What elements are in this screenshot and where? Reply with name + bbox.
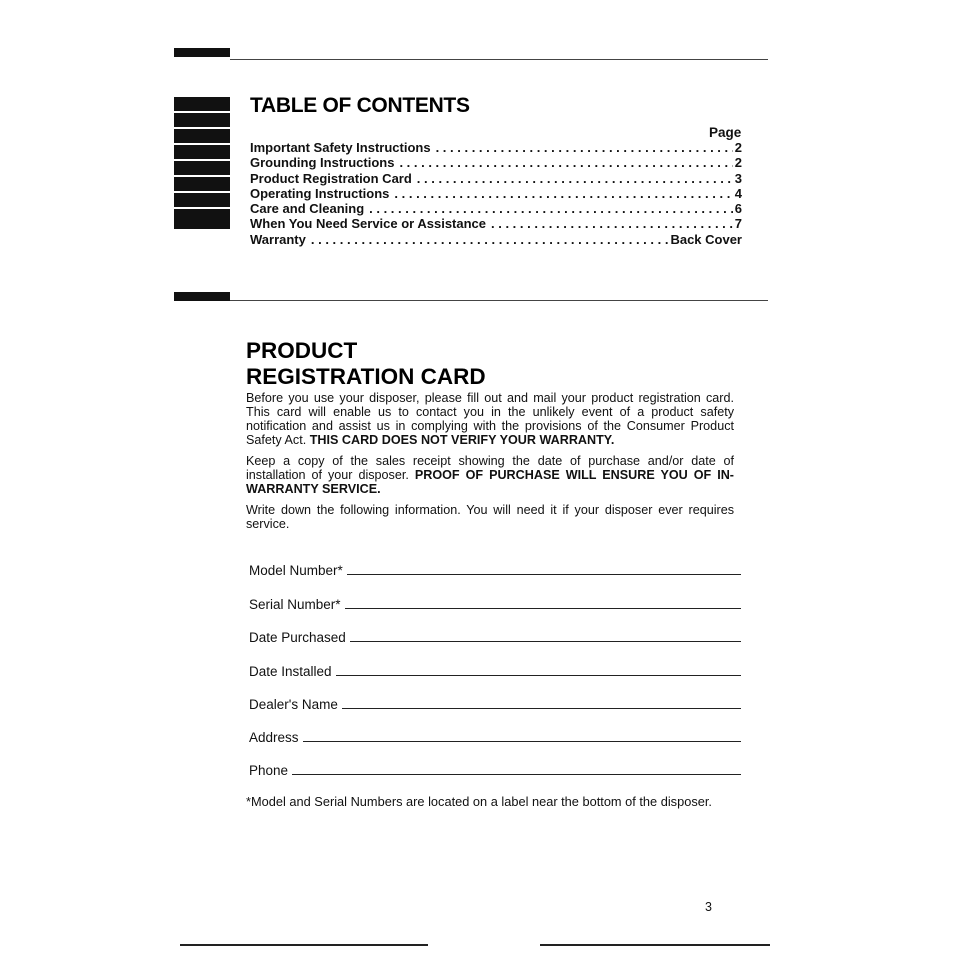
toc-entry-page: 2 — [734, 140, 742, 155]
field-label: Dealer's Name — [249, 697, 338, 712]
tab-stripe — [174, 193, 230, 207]
toc-leader-dots — [369, 201, 733, 216]
intro-paragraph — [246, 391, 734, 447]
tab-stripe — [174, 177, 230, 191]
toc-entry-label: Warranty — [250, 231, 306, 247]
toc-title: TABLE OF CONTENTS — [250, 94, 470, 117]
toc-entry[interactable] — [250, 232, 742, 247]
fill-line[interactable] — [342, 707, 741, 709]
toc-entry-label: When You Need Service or Assistance — [250, 216, 487, 232]
receipt-text: Keep a copy of the sales receipt showing the date of purchase and/or date of installation of your disposer. — [246, 454, 734, 482]
toc-entry[interactable] — [250, 186, 742, 201]
fill-line[interactable] — [336, 674, 741, 676]
footnote: *Model and Serial Numbers are located on a label near the bottom of the disposer. — [246, 794, 712, 809]
field-label: Date Installed — [249, 664, 332, 679]
dealer-name-field[interactable] — [249, 697, 741, 712]
section-title — [246, 338, 486, 390]
field-label: Serial Number* — [249, 597, 341, 612]
toc-entry-label: Operating Instructions — [250, 185, 390, 201]
toc-leader-dots — [311, 232, 669, 247]
fill-line[interactable] — [292, 773, 741, 775]
toc-entry-page: Back Cover — [670, 231, 742, 247]
toc-entry-page: 7 — [734, 216, 742, 232]
toc-page-header: Page — [709, 125, 742, 140]
toc-list — [250, 140, 742, 247]
tab-stripe — [174, 145, 230, 159]
toc-leader-dots — [417, 171, 733, 186]
field-label: Date Purchased — [249, 630, 346, 645]
toc-entry-label: Important Safety Instructions — [250, 140, 431, 155]
write-down-text: Write down the following information. You will need it if your disposer ever requires service. — [246, 503, 734, 531]
middle-tab-marker — [174, 292, 230, 301]
field-label: Address — [249, 730, 299, 745]
tab-stripe — [174, 113, 230, 127]
warranty-notice: THIS CARD DOES NOT VERIFY YOUR WARRANTY. — [309, 433, 615, 447]
toc-entry-page: 3 — [734, 170, 742, 186]
tab-stripe — [174, 209, 230, 229]
toc-entry-page: 6 — [734, 201, 742, 217]
toc-entry[interactable] — [250, 155, 742, 170]
intro-text: Before you use your disposer, please fill out and mail your product registration card. This card will enable us to contact you in the unlikely event of a product safety notification and assist us in complying with the provisions of the Consumer Product Safety Act. — [246, 391, 734, 447]
fill-line[interactable] — [350, 640, 741, 642]
toc-leader-dots — [399, 155, 732, 170]
section-title-line2: REGISTRATION CARD — [246, 364, 486, 389]
toc-entry-label: Grounding Instructions — [250, 155, 395, 171]
middle-rule — [230, 300, 768, 301]
toc-entry[interactable] — [250, 140, 742, 155]
tab-stripe — [174, 161, 230, 175]
top-tab-marker — [174, 48, 230, 57]
toc-entry-label: Product Registration Card — [250, 170, 412, 186]
tab-stripe — [174, 97, 230, 111]
bottom-rule-right — [540, 944, 770, 946]
toc-entry[interactable] — [250, 216, 742, 231]
top-rule — [230, 59, 768, 60]
phone-field[interactable] — [249, 763, 741, 778]
field-label: Phone — [249, 763, 289, 778]
toc-entry-label: Care and Cleaning — [250, 201, 365, 217]
toc-entry-page: 4 — [734, 185, 742, 201]
tab-stripe — [174, 129, 230, 143]
proof-notice: PROOF OF PURCHASE WILL ENSURE YOU OF IN-WARRANTY SERVICE. — [246, 468, 734, 496]
toc-entry[interactable] — [250, 201, 742, 216]
toc-leader-dots — [491, 216, 733, 231]
page-number: 3 — [705, 900, 712, 914]
toc-leader-dots — [436, 140, 733, 155]
toc-leader-dots — [394, 186, 732, 201]
section-title-line1: PRODUCT — [246, 338, 358, 363]
toc-entry[interactable] — [250, 171, 742, 186]
field-label: Model Number* — [249, 563, 343, 578]
fill-line[interactable] — [345, 607, 741, 609]
date-purchased-field[interactable] — [249, 630, 741, 645]
address-field[interactable] — [249, 730, 741, 745]
fill-line[interactable] — [303, 740, 741, 742]
serial-number-field[interactable] — [249, 597, 741, 612]
model-number-field[interactable] — [249, 563, 741, 578]
receipt-paragraph — [246, 454, 734, 496]
toc-entry-page: 2 — [734, 155, 742, 171]
date-installed-field[interactable] — [249, 664, 741, 679]
bottom-rule-left — [180, 944, 428, 946]
fill-line[interactable] — [347, 573, 741, 575]
write-down-paragraph — [246, 503, 734, 531]
